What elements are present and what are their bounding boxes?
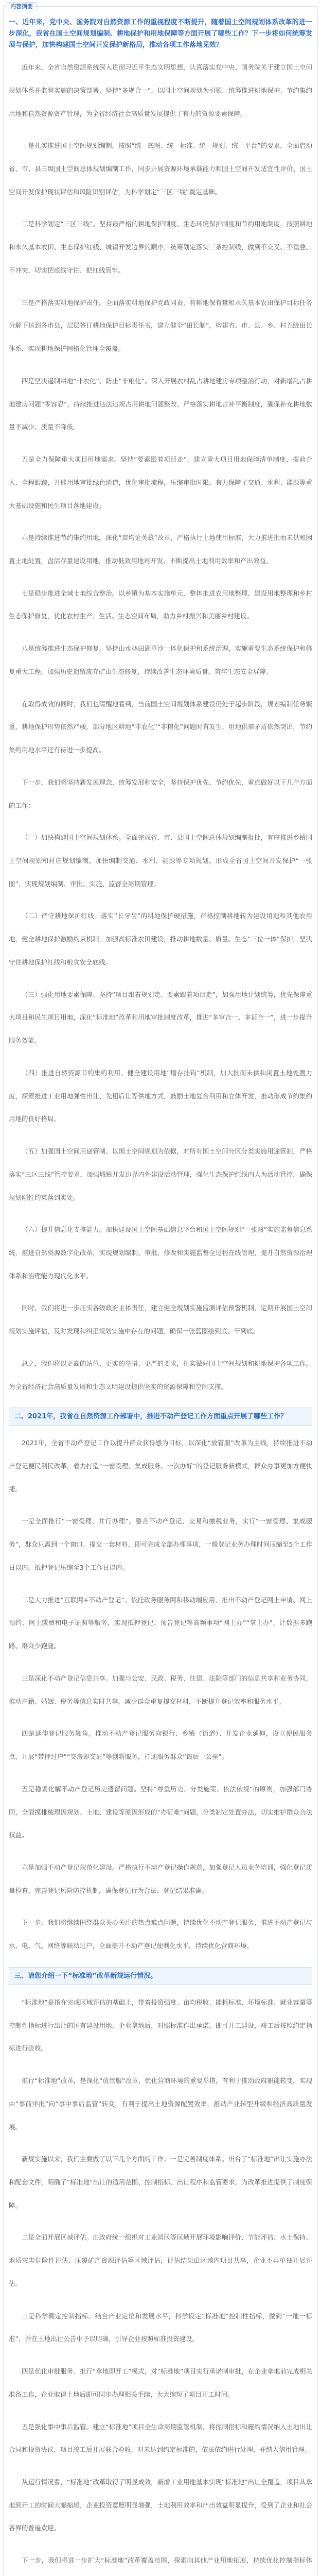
answer-paragraph: （五）加强国土空间用途管制。以国土空间规划为依据，对所有国土空间分区分类实施用途管制，严格落实“三区三线”管控要求，加强城镇开发边界内外建设活动管理，强化生态保护红线内人为活动管控，确保规划刚性约束落到实处。 (9, 1147, 312, 1201)
question-section-1 (9, 17, 312, 1398)
answer-paragraph: 二是大力推进“互联网+不动产登记”。依托政务服务网和移动端应用，推出不动产登记网上申请、网上预约、网上缴费和电子证照等服务，实现抵押登记、预告登记等高频事项“网上办”“掌上办”，让数据多跑路、群众少跑腿。 (9, 1596, 312, 1650)
article-frame (3, 3, 318, 2576)
answer-paragraph: 总之，我们将以更高的站位、更实的举措、更严的要求，扎实做好国土空间规划和耕地保护各项工作，为全省经济社会高质量发展和生态文明建设提供坚实的资源保障和空间支撑。 (9, 1359, 312, 1391)
question-heading: 二、2021年，我省在自然资源工作部署中，推进不动产登记工作方面重点开展了哪些工作？ (9, 1408, 312, 1426)
answer-paragraph: 六是持续推进节约集约用地。深化“亩均论英雄”改革，严格执行土地使用标准，大力推进批而未供和闲置土地处置，盘活存量建设用地，推动低效用地再开发，不断提高土地利用效率和产出效益。 (9, 534, 312, 565)
summary-label: 内容摘要 (7, 2, 37, 11)
answer-paragraph: 在取得成效的同时，我们也清醒地看到，当前国土空间规划体系建设仍处于起步阶段，规划编制任务繁重，耕地保护形势依然严峻，部分地区耕地“非农化”“非粮化”问题时有发生，用地供需矛盾依然突出，节约集约用地水平还有待进一步提高。 (9, 700, 312, 754)
answer-paragraph: 三是科学确定控制指标。结合产业定位和发展水平，科学设定“标准地”控制性指标，做到“一地一标准”，并在土地出让公告中予以明确，引导企业按照标准投资建设。 (9, 2312, 312, 2343)
answer-paragraph: 下一步，我们将坚持新发展理念，统筹发展和安全，坚持保护优先、节约优先，重点做好以下几个方面的工作： (9, 778, 312, 809)
answer-paragraph: （三）强化用地要素保障。坚持“项目跟着规划走、要素跟着项目走”，加强用地计划统筹，优先保障重大项目和民生项目用地，深化“标准地”改革和用地审批制度改革，推进“多审合一、多证合一”，进一步提升服务效能。 (9, 990, 312, 1045)
answer-paragraph: 下一步，我们将进一步扩大“标准地”改革覆盖范围，探索向其他产业用地拓展，持续优化控制指标体 (22, 2556, 312, 2565)
question-section-2 (9, 1408, 312, 1958)
answer-paragraph: 五是稳妥化解不动产登记历史遗留问题。坚持“尊重历史、分类施策、依法依规”的原则，加强部门协同，全面摸排梳理因规划、土地、建设等原因形成的“办证难”问题，分类制定处置办法，切实维护群众合法权益。 (9, 1785, 312, 1839)
answer-paragraph: 下一步，我们将继续围绕群众关心关注的热点难点问题，持续优化不动产登记服务，推进不动产登记与水、电、气、网络等联动过户，全面提升不动产登记便利化水平，持续优化营商环境。 (9, 1919, 312, 1950)
answer-paragraph: （六）提升信息化支撑能力。加快建设国土空间基础信息平台和国土空间规划“一张图”实施监督信息系统，推进自然资源数字化改革，实现规划编制、审批、修改和实施监督全过程在线管理，提升自然资源治理体系和治理能力现代化水平。 (9, 1226, 312, 1280)
answer-paragraph: 二是科学划定“三区三线”。坚持最严格的耕地保护制度、生态环境保护制度和节约用地制度，按照耕地和永久基本农田、生态保护红线、城镇开发边界的顺序，统筹划定落实三条控制线，做到不交叉、不重叠、不冲突，切实把底线守住、把红线管牢。 (9, 220, 312, 274)
answer-paragraph: 四是优化审批服务。推行“拿地即开工”模式，对“标准地”项目实行承诺制审批，在企业拿地前完成相关准备工作，企业取得土地后即可同步办理相关手续，大大缩短了项目开工时间。 (9, 2367, 312, 2398)
answer-paragraph: 二是全面开展区域评估。由政府统一组织对工业园区等区域开展环境影响评价、节能评估、水土保持、地质灾害危险性评估、压覆矿产资源评估等区域评估，评估结果由区域内项目共享，企业不再单独开展评估。 (9, 2233, 312, 2287)
answer-paragraph: 八是统筹推进生态保护修复。坚持山水林田湖草沙一体化保护和系统治理，实施重要生态系统保护和修复重大工程，加强历史遗留废弃矿山生态修复，持续改善生态环境质量，筑牢生态安全屏障。 (9, 645, 312, 675)
answer-paragraph: 一是扎实推进国土空间规划编制。按照“统一底图、统一标准、统一规划、统一平台”的要求，全面启动省、市、县三级国土空间总体规划编制工作，同步开展资源环境承载能力和国土空间开发适宜性评价、国土空间开发保护现状评估和风险识别评估，为科学划定“三区三线”奠定基础。 (9, 142, 312, 196)
answer-paragraph: “标准地”是指在完成区域评估的基础上，带着投资强度、亩均税收、能耗标准、环境标准、就业容量等控制性指标进行出让的国有建设用地。企业拿地后，对照标准作出承诺，即可开工建设，竣工后按照约定指标进行验收。 (9, 1998, 312, 2053)
answer-paragraph: 七是稳步推进全域土地综合整治。以乡镇为基本实施单元，整体推进农用地整理、建设用地整理和乡村生态保护修复，优化农村生产、生活、生态空间布局，助力乡村振兴和美丽乡村建设。 (9, 589, 312, 620)
answer-paragraph: 四是延伸登记服务触角。推动不动产登记服务向银行、乡镇（街道）、开发企业延伸，设立便民服务点，开展“带押过户”“交房即交证”等创新服务，打通服务群众“最后一公里”。 (9, 1730, 312, 1761)
answer-paragraph: 同时，我们将进一步压实各级政府主体责任，建立健全规划实施监测评估预警机制，定期开展国土空间规划实施评估，及时发现和纠正规划实施中存在的问题，确保一张蓝图绘到底、干到底。 (9, 1304, 312, 1335)
answer-paragraph: 一是全面推行“一窗受理、并行办理”。整合不动产登记、交易和缴税业务，实行“一窗受理、集成服务”，群众只需到一个窗口、提交一套材料，即可完成全部办理事项，一般登记业务办理时间压缩至5个工作日以内，抵押登记压缩至3个工作日以内。 (9, 1517, 312, 1571)
answer-paragraph: （一）加快构建国土空间规划体系。全面完成省、市、县国土空间总体规划编制报批，有序推进乡镇国土空间规划和村庄规划编制，加快编制交通、水利、能源等专项规划，形成全省国土空间开发保护“一张图”，实现规划编制、审批、实施、监督全周期管理。 (9, 834, 312, 888)
answer-paragraph: 从运行情况看，“标准地”改革取得了明显成效，新增工业用地基本实现“标准地”出让全覆盖，项目从拿地到开工的时间大幅缩短，企业投资意愿明显增强，土地利用效率和产出效益明显提升，受到了企业和社会各界的普遍欢迎。 (9, 2478, 312, 2532)
question-section-3 (9, 1967, 312, 2576)
answer-paragraph: 五是强化事中事后监管。建立“标准地”项目全生命周期监管机制，将控制指标和履约情况纳入土地出让合同和投资协议，项目竣工后开展联合验收，对未达到约定标准的，依法依约进行处理，并纳入信用管理。 (9, 2422, 312, 2454)
answer-paragraph: 六是加强不动产登记规范化建设。严格执行不动产登记操作规范，加强登记人员业务培训，强化登记质量检查，完善登记风险防控机制，确保登记行为合法、登记结果准确。 (9, 1863, 312, 1894)
answer-paragraph: 近年来，全省自然资源系统深入贯彻习近平生态文明思想，认真落实党中央、国务院关于建立国土空间规划体系并监督实施的决策部署，坚持“多规合一”，以国土空间规划为引领，统筹推进耕地保护、节约集约用地和自然资源资产管理，为全省经济社会高质量发展提供了有力的资源要素保障。 (9, 63, 312, 117)
answer-paragraph: 2021年，全省不动产登记工作以提升群众获得感为目标，以深化“放管服”改革为主线，持续推进不动产登记便民利民改革，着力打造“一窗受理、集成服务、一次办好”的登记服务新模式，群众办事更加方便快捷。 (9, 1439, 312, 1493)
answer-paragraph: 新规实施以来，我们主要做了以下几个方面的工作：一是完善制度体系。出台了“标准地”出让实施办法和配套文件，明确了“标准地”出让的适用范围、控制指标、出让程序和监管要求，为改革推进提供了制度保障。 (9, 2155, 312, 2209)
question-heading: 三、请您介绍一下“标准地”改革新规运行情况。 (9, 1967, 312, 1985)
answer-paragraph: （四）推进自然资源节约集约利用。健全建设用地“增存挂钩”机制，加大批而未供和闲置土地处置力度，探索推进工业用地弹性出让、先租后让等供地方式，鼓励土地复合利用和立体开发，推动形成节约集约用地的良好格局。 (9, 1069, 312, 1123)
answer-paragraph: 四是坚决遏制耕地“非农化”、防止“非粮化”。深入开展农村乱占耕地建房专项整治行动，对新增乱占耕地建房问题“零容忍”，持续推进违法违规占用耕地问题整改。严格落实耕地占补平衡制度，确保补充耕地数量不减少、质量不降低。 (9, 377, 312, 431)
answer-paragraph: 三是严格落实耕地保护责任。全面落实耕地保护党政同责，将耕地保有量和永久基本农田保护目标任务分解下达到各市县，层层签订耕地保护目标责任书，建立健全“田长制”，构建省、市、县、乡、村五级田长体系，实现耕地保护网格化管理全覆盖。 (9, 298, 312, 353)
answer-paragraph: 推行“标准地”改革，是深化“放管服”改革、优化营商环境的重要举措，有利于推动政府职能转变，实现由“事前审批”向“事中事后监管”转变，有利于提高土地资源配置效率，推动产业转型升级和经济高质量发展。 (9, 2077, 312, 2131)
answer-paragraph: （二）严守耕地保护红线。落实“长牙齿”的耕地保护硬措施，严格控制耕地转为建设用地和其他农用地，健全耕地保护激励约束机制，加强高标准农田建设，推动耕地数量、质量、生态“三位一体”保护，坚决守住耕地保护红线和粮食安全底线。 (9, 912, 312, 966)
answer-paragraph: 五是全力保障重大项目用地需求。坚持“要素跟着项目走”，建立重大项目用地保障清单制度，提前介入、全程跟踪，开辟用地审批绿色通道，优化审批流程，压缩审批时限，有力保障了交通、水利、能源等重大基础设施和民生项目落地建设。 (9, 455, 312, 510)
answer-paragraph: 三是深化不动产登记信息共享。加强与公安、民政、税务、住建、法院等部门的信息共享和业务协同，推动户籍、婚姻、税务等信息实时共享，减少群众重复提交材料，不断提升登记效率和服务水平。 (9, 1674, 312, 1705)
article-page (0, 3, 321, 2576)
question-heading: 一、近年来，党中央、国务院对自然资源工作的重视程度不断提升，随着国土空间规划体系改革的进一步深化，我省在国土空间规划编制、耕地保护和用地保障等方面开展了哪些工作？下一步将如何统筹发展与保护，加快构建国土空间开发保护新格局，推动各项工作落地见效？ (9, 19, 312, 49)
